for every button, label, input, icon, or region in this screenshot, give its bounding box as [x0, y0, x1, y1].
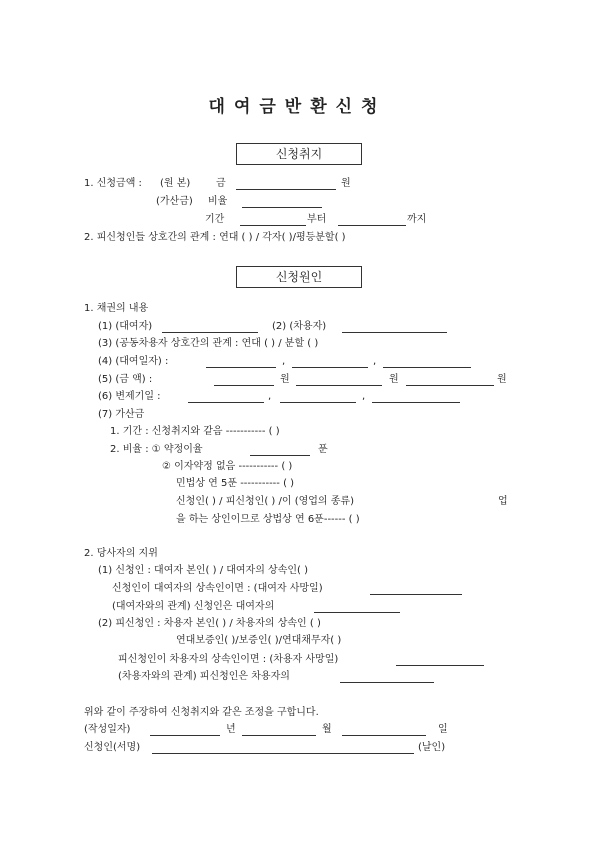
applicant-status-line: (1) 신청인 : 대여자 본인( ) / 대여자의 상속인( )	[98, 565, 309, 576]
merchant-status-line: 신청인( ) / 피신청인( ) /이 (영업의 종류)	[176, 496, 354, 507]
month-label: 월	[322, 724, 332, 735]
interest-rate-label: 2. 비율 : ① 약정이율	[110, 444, 203, 455]
borrower-label: (2) (차용자)	[272, 321, 327, 332]
period-from-label: 부터	[307, 214, 327, 225]
no-interest-agreement-line: ② 이자약정 없음 ----------- ( )	[162, 461, 293, 472]
agreed-rate-unit: 푼	[318, 444, 328, 455]
loan-date-field-1[interactable]	[206, 367, 276, 368]
applicant-relation-line: (대여자와의 관계) 신청인은 대여자의	[112, 601, 275, 612]
loan-date-label: (4) (대여일자) :	[98, 356, 169, 367]
claim-content-heading: 1. 채권의 내용	[84, 303, 149, 314]
loan-amount-field-1[interactable]	[214, 385, 274, 386]
applicant-signature-field[interactable]	[152, 753, 414, 754]
loan-date-field-3[interactable]	[383, 367, 471, 368]
loan-amount-label: (5) (금 액) :	[98, 374, 153, 385]
interest-period-line: 1. 기간 : 신청취지와 같음 ----------- ( )	[110, 426, 280, 437]
loan-amount-field-3[interactable]	[406, 385, 494, 386]
lender-label: (1) (대여자)	[98, 321, 153, 332]
seal-label: (날인)	[418, 742, 446, 753]
due-date-field-2[interactable]	[280, 402, 356, 403]
filing-month-field[interactable]	[242, 735, 316, 736]
due-date-separator-1: ,	[268, 391, 272, 402]
applicant-heir-line: 신청인이 대여자의 상속인이면 : (대여자 사망일)	[112, 583, 323, 594]
borrower-field[interactable]	[342, 332, 447, 333]
period-to-label: 까지	[407, 214, 427, 225]
closing-statement: 위와 같이 주장하여 신청취지와 같은 조정을 구합니다.	[84, 707, 319, 718]
guarantor-options-line: 연대보증인( )/보증인( )/연대채무자( )	[176, 635, 342, 646]
loan-date-separator-1: ,	[282, 356, 286, 367]
due-date-field-3[interactable]	[372, 402, 460, 403]
respondent-status-line: (2) 피신청인 : 차용자 본인( ) / 차용자의 상속인 ( )	[98, 618, 321, 629]
period-end-field[interactable]	[338, 225, 406, 226]
loan-amount-unit-1: 원	[280, 374, 290, 385]
year-label: 년	[226, 724, 236, 735]
borrower-death-date-field[interactable]	[396, 665, 484, 666]
respondent-relation-line: (차용자와의 관계) 피신청인은 차용자의	[118, 671, 290, 682]
additional-interest-heading: (7) 가산금	[98, 409, 145, 420]
filing-day-field[interactable]	[342, 735, 426, 736]
period-label: 기간	[205, 214, 225, 225]
applicant-signature-label: 신청인(서명)	[84, 742, 141, 753]
rate-field[interactable]	[242, 207, 322, 208]
applicant-relation-field[interactable]	[314, 612, 400, 613]
section-heading-cause: 신청원인	[236, 266, 362, 288]
loan-date-field-2[interactable]	[292, 367, 368, 368]
day-label: 일	[438, 724, 448, 735]
loan-amount-unit-2: 원	[389, 374, 399, 385]
rate-label: 비율	[208, 196, 228, 207]
due-date-field-1[interactable]	[188, 402, 264, 403]
co-borrower-relation-line: (3) (공동차용자 상호간의 관계 : 연대 ( ) / 분할 ( )	[98, 338, 319, 349]
section-heading-claim: 신청취지	[236, 143, 362, 165]
lender-death-date-field[interactable]	[370, 594, 462, 595]
amount-prefix: 금	[216, 178, 226, 189]
additional-interest-label: (가산금)	[156, 196, 193, 207]
loan-amount-field-2[interactable]	[296, 385, 382, 386]
principal-amount-field[interactable]	[236, 189, 336, 190]
claim-amount-label: 1. 신청금액 :	[84, 178, 142, 189]
loan-amount-unit-3: 원	[497, 374, 507, 385]
principal-label: (원 본)	[160, 178, 191, 189]
party-status-heading: 2. 당사자의 지위	[84, 548, 158, 559]
business-type-suffix: 업	[498, 496, 508, 507]
currency-unit: 원	[341, 178, 351, 189]
period-start-field[interactable]	[240, 225, 306, 226]
agreed-rate-field[interactable]	[250, 455, 310, 456]
due-date-label: (6) 변제기일 :	[98, 391, 161, 402]
due-date-separator-2: ,	[362, 391, 366, 402]
respondent-relation-field[interactable]	[340, 682, 434, 683]
commercial-law-rate-line: 을 하는 상인이므로 상법상 연 6푼------ ( )	[176, 514, 360, 525]
civil-law-rate-line: 민법상 연 5푼 ----------- ( )	[176, 478, 295, 489]
loan-date-separator-2: ,	[373, 356, 377, 367]
respondents-relation-line: 2. 피신청인들 상호간의 관계 : 연대 ( ) / 각자( )/평등분할( )	[84, 232, 346, 243]
filing-year-field[interactable]	[150, 735, 220, 736]
document-title: 대여금반환신청	[208, 97, 387, 117]
respondent-heir-line: 피신청인이 차용자의 상속인이면 : (차용자 사망일)	[118, 654, 339, 665]
lender-field[interactable]	[162, 332, 258, 333]
filing-date-label: (작성일자)	[84, 724, 131, 735]
